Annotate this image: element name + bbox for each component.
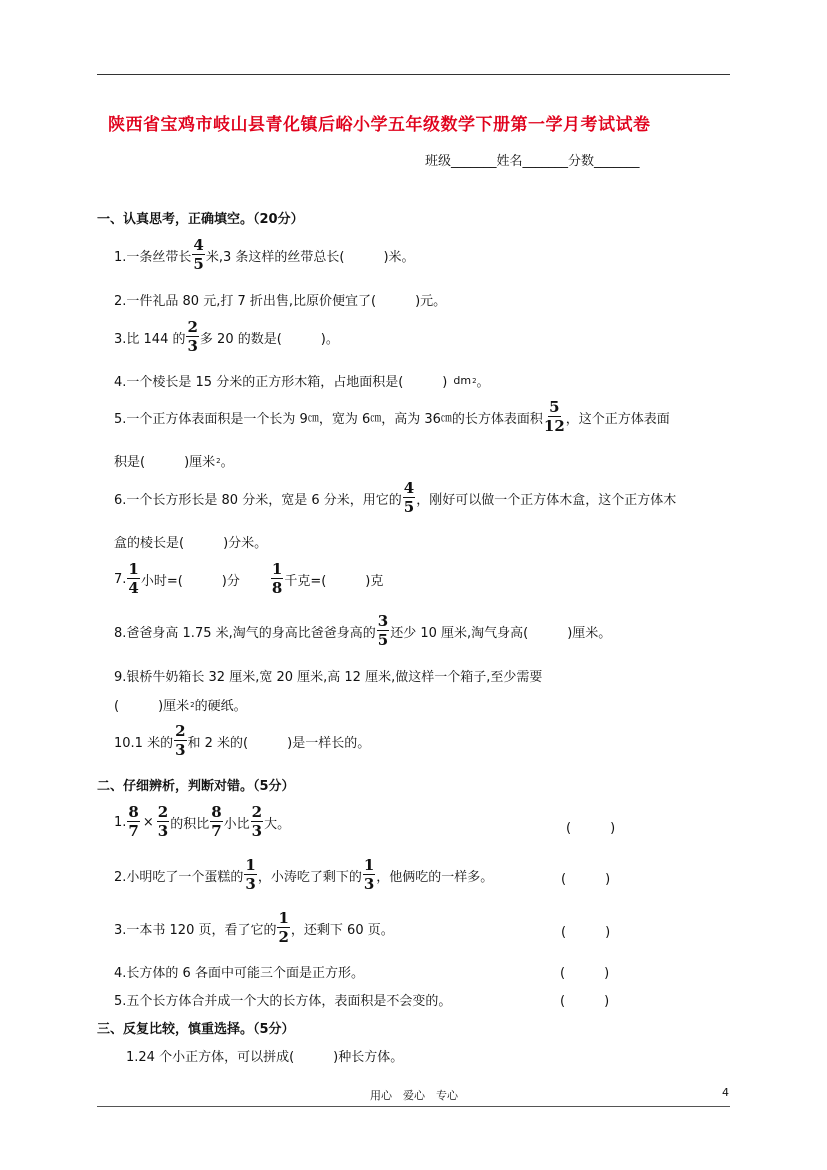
numerator: 1 bbox=[271, 560, 283, 578]
q-text: 2.小明吃了一个蛋糕的 bbox=[114, 869, 244, 885]
s1-question-1 bbox=[114, 238, 415, 272]
numerator: 1 bbox=[128, 560, 139, 578]
q-text: 的长方体表面积 bbox=[451, 411, 543, 427]
fraction bbox=[244, 858, 256, 892]
fraction bbox=[127, 805, 139, 839]
numerator: 8 bbox=[128, 803, 139, 821]
denominator: 5 bbox=[403, 498, 415, 516]
q-text: 大。 bbox=[264, 816, 291, 832]
numerator: 8 bbox=[211, 803, 222, 821]
fraction bbox=[210, 805, 222, 839]
superscript: 2 bbox=[190, 700, 195, 709]
s1-question-3 bbox=[114, 320, 339, 354]
s1-question-9-cont bbox=[114, 695, 247, 714]
unit: ㎝ bbox=[370, 411, 382, 424]
s1-question-8 bbox=[114, 614, 611, 648]
page-title: 陕西省宝鸡市岐山县青化镇后峪小学五年级数学下册第一学月考试试卷 bbox=[108, 115, 651, 135]
denominator: 3 bbox=[157, 822, 169, 840]
q-text: 的硬纸。 bbox=[194, 699, 247, 714]
q-text: 3.比 144 的 bbox=[114, 331, 186, 347]
superscript: 2 bbox=[472, 376, 477, 385]
q-text: 。 bbox=[476, 375, 490, 390]
fraction bbox=[251, 805, 263, 839]
denominator: 3 bbox=[245, 875, 256, 893]
s1-question-2 bbox=[114, 290, 446, 309]
q-text: ，还剩下 60 页。 bbox=[290, 922, 394, 938]
answer-bracket[interactable]: ( ) bbox=[561, 872, 611, 887]
q-text: 6.一个长方形长是 80 分米，宽是 6 分米，用它的 bbox=[114, 492, 402, 508]
q-text: 积是( )厘米 bbox=[114, 455, 216, 470]
s2-question-2 bbox=[114, 858, 493, 892]
fraction bbox=[377, 614, 389, 648]
denominator: 8 bbox=[271, 579, 283, 597]
fraction bbox=[174, 724, 186, 758]
q-text: 盒的棱长是( )分米。 bbox=[114, 536, 268, 551]
q-text: 7. bbox=[114, 571, 127, 587]
s1-question-5-cont bbox=[114, 451, 234, 470]
q-text: 1. bbox=[114, 814, 127, 830]
q-text: ，刚好可以做一个正方体木盒，这个正方体木 bbox=[416, 492, 677, 508]
answer-bracket[interactable]: ( ) bbox=[560, 994, 610, 1009]
numerator: 2 bbox=[187, 318, 198, 336]
q-text: 5.五个长方体合并成一个大的长方体，表面积是不会变的。 bbox=[114, 994, 452, 1009]
q-text: 还少 10 厘米,淘气身高( )厘米。 bbox=[390, 625, 612, 641]
denominator: 5 bbox=[377, 631, 389, 649]
numerator: 2 bbox=[251, 803, 263, 821]
q-text: ( )厘米 bbox=[114, 699, 190, 714]
q-text: ，他俩吃的一样多。 bbox=[376, 869, 494, 885]
fraction bbox=[157, 805, 169, 839]
q-text: ，高为 36 bbox=[381, 411, 441, 427]
denominator: 3 bbox=[175, 741, 186, 759]
s1-question-7 bbox=[114, 562, 383, 596]
student-info-line: 班级_______姓名_______分数_______ bbox=[425, 154, 640, 169]
unit: ㎝ bbox=[307, 411, 319, 424]
q-text: 9.银桥牛奶箱长 32 厘米,宽 20 厘米,高 12 厘米,做这样一个箱子,至少需要 bbox=[114, 670, 543, 685]
q-text: 3.一本书 120 页，看了它的 bbox=[114, 922, 277, 938]
s1-question-10 bbox=[114, 724, 370, 758]
numerator: 4 bbox=[403, 479, 415, 497]
denominator: 7 bbox=[211, 822, 222, 840]
q-text: 小比 bbox=[223, 816, 250, 832]
section1-heading: 一、认真思考，正确填空。（20分） bbox=[97, 212, 304, 227]
s2-question-1 bbox=[114, 805, 290, 839]
q-text: 。 bbox=[220, 455, 234, 470]
section2-heading: 二、仔细辨析，判断对错。（5分） bbox=[97, 779, 295, 794]
superscript: 2 bbox=[216, 456, 221, 465]
denominator: 3 bbox=[187, 337, 198, 355]
answer-bracket[interactable]: ( ) bbox=[561, 925, 611, 940]
fraction bbox=[403, 481, 415, 515]
q-text: 8.爸爸身高 1.75 米,淘气的身高比爸爸身高的 bbox=[114, 625, 376, 641]
fraction bbox=[186, 320, 198, 354]
denominator: 5 bbox=[193, 255, 204, 273]
q-text: 小时=( )分 bbox=[140, 573, 240, 589]
numerator: 3 bbox=[377, 612, 389, 630]
q-text: 10.1 米的 bbox=[114, 735, 174, 751]
q-text: 1.24 个小正方体，可以拼成( )种长方体。 bbox=[126, 1050, 404, 1065]
q-text: 1.一条丝带长 bbox=[114, 249, 192, 265]
unit: ㎝ bbox=[440, 411, 452, 424]
s1-question-6 bbox=[114, 481, 676, 515]
answer-bracket[interactable]: ( ) bbox=[560, 966, 610, 981]
numerator: 1 bbox=[363, 856, 375, 874]
q-text: 4.长方体的 6 各面中可能三个面是正方形。 bbox=[114, 966, 364, 981]
numerator: 5 bbox=[549, 398, 560, 416]
fraction bbox=[271, 562, 283, 596]
fraction bbox=[277, 911, 289, 945]
q-text: 多 20 的数是( )。 bbox=[199, 331, 339, 347]
fraction bbox=[127, 562, 139, 596]
times-sign: × bbox=[142, 814, 154, 830]
q-text: 米,3 条这样的丝带总长( )米。 bbox=[205, 249, 415, 265]
numerator: 2 bbox=[157, 803, 169, 821]
denominator: 7 bbox=[128, 822, 139, 840]
s2-question-4 bbox=[114, 962, 364, 981]
fraction bbox=[544, 400, 565, 434]
s1-question-6-cont bbox=[114, 532, 267, 551]
q-text: 千克=( )克 bbox=[284, 573, 384, 589]
bottom-rule bbox=[97, 1106, 730, 1107]
q-text: 和 2 米的( )是一样长的。 bbox=[187, 735, 371, 751]
q-text: ，这个正方体表面 bbox=[565, 411, 670, 427]
q-text: ，小涛吃了剩下的 bbox=[257, 869, 362, 885]
numerator: 2 bbox=[175, 722, 186, 740]
denominator: 3 bbox=[251, 822, 263, 840]
fraction bbox=[363, 858, 375, 892]
unit: dm bbox=[453, 374, 472, 387]
s1-question-4 bbox=[114, 371, 490, 390]
q-text: 2.一件礼品 80 元,打 7 折出售,比原价便宜了( )元。 bbox=[114, 294, 447, 309]
denominator: 3 bbox=[363, 875, 375, 893]
s1-question-9 bbox=[114, 666, 542, 685]
denominator: 12 bbox=[543, 417, 565, 435]
footer-slogan: 用心 爱心 专心 bbox=[370, 1089, 458, 1102]
fraction bbox=[192, 238, 204, 272]
numerator: 1 bbox=[245, 856, 256, 874]
q-text: 5.一个正方体表面积是一个长为 9 bbox=[114, 411, 308, 427]
denominator: 2 bbox=[278, 928, 289, 946]
section3-heading: 三、反复比较，慎重选择。（5分） bbox=[97, 1022, 295, 1037]
page-number: 4 bbox=[722, 1086, 729, 1099]
answer-bracket[interactable]: ( ) bbox=[566, 821, 616, 836]
numerator: 1 bbox=[278, 909, 289, 927]
s2-question-3 bbox=[114, 911, 394, 945]
q-text: ，宽为 6 bbox=[318, 411, 371, 427]
s3-question-1 bbox=[126, 1046, 403, 1065]
s2-question-5 bbox=[114, 990, 451, 1009]
numerator: 4 bbox=[193, 236, 204, 254]
denominator: 4 bbox=[128, 579, 139, 597]
s1-question-5 bbox=[114, 400, 670, 434]
q-text: 的积比 bbox=[170, 816, 210, 832]
top-rule bbox=[97, 74, 730, 75]
q-text: 4.一个棱长是 15 分米的正方形木箱，占地面积是( ) bbox=[114, 375, 448, 390]
